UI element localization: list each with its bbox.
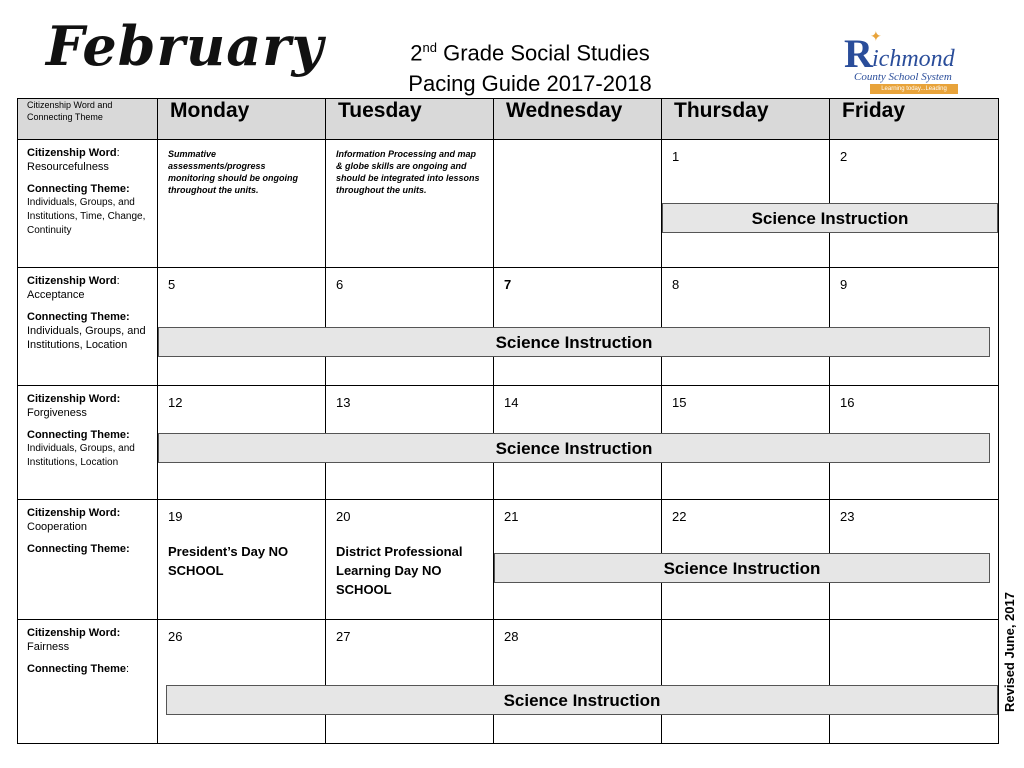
citizenship-word-sep: :	[116, 275, 120, 287]
connecting-theme-sep: :	[126, 663, 130, 675]
day-cell: 12	[158, 386, 326, 500]
day-cell	[830, 620, 999, 744]
citizenship-word-label: Citizenship Word:	[27, 627, 121, 639]
citizenship-word-value: Fairness	[27, 641, 70, 653]
connecting-theme-label: Connecting Theme:	[27, 429, 130, 441]
day-header-thursday: Thursday	[662, 99, 830, 140]
day-header-wednesday: Wednesday	[494, 99, 662, 140]
page-title	[380, 32, 680, 99]
citizenship-word-value: Resourcefulness	[27, 161, 109, 173]
day-cell: 27	[326, 620, 494, 744]
figure-icon: ✦	[870, 28, 882, 44]
logo-tagline: Learning today...Leading	[870, 84, 958, 94]
citizenship-word-value: Forgiveness	[27, 407, 87, 419]
connecting-theme-value: Individuals, Groups, and Institutions, Time, Change, Continuity	[27, 197, 146, 236]
day-cell: 9	[830, 268, 999, 386]
week-row	[18, 620, 999, 744]
calendar-table	[17, 98, 999, 744]
title-subject: Grade Social Studies	[436, 40, 650, 66]
citizenship-word-label: Citizenship Word	[27, 147, 117, 159]
professional-learning-event: District Professional Learning Day NO SCHOOL	[336, 544, 463, 597]
day-cell: 14	[494, 386, 662, 500]
connecting-theme-label: Connecting Theme:	[27, 183, 130, 195]
day-cell: 21	[494, 500, 662, 620]
day-cell: 26	[158, 620, 326, 744]
connecting-theme-value: Individuals, Groups, and Institutions, Location	[27, 325, 146, 351]
logo-initial: R	[844, 31, 873, 76]
day-header-friday: Friday	[830, 99, 999, 140]
day-cell: 15	[662, 386, 830, 500]
day-cell: 28	[494, 620, 662, 744]
day-cell: 6	[326, 268, 494, 386]
citizenship-word-label: Citizenship Word:	[27, 393, 121, 405]
citizenship-word-label: Citizenship Word	[27, 275, 117, 287]
day-number: 20	[336, 509, 351, 524]
day-cell	[326, 140, 494, 268]
science-instruction-banner: Science Instruction	[158, 327, 990, 357]
day-cell: 7	[494, 268, 662, 386]
week-theme-cell	[18, 268, 158, 386]
connecting-theme-label: Connecting Theme	[27, 663, 127, 675]
day-cell: 22	[662, 500, 830, 620]
science-instruction-banner: Science Instruction	[158, 433, 990, 463]
science-instruction-banner: Science Instruction	[166, 685, 998, 715]
month-title: February	[46, 14, 325, 78]
assessment-note: Summative assessments/progress monitoring should be ongoing throughout the units.	[168, 149, 298, 195]
day-cell: 23	[830, 500, 999, 620]
connecting-theme-label: Connecting Theme:	[27, 543, 130, 555]
day-cell: 2	[830, 140, 999, 268]
header-row	[18, 99, 999, 140]
connecting-theme-label: Connecting Theme:	[27, 311, 130, 323]
day-header-monday: Monday	[158, 99, 326, 140]
science-instruction-banner: Science Instruction	[494, 553, 990, 583]
logo-subtitle: County School System	[854, 71, 952, 83]
title-grade-suffix: nd	[422, 40, 437, 55]
title-grade: 2	[410, 40, 423, 66]
citizenship-word-sep: :	[116, 147, 120, 159]
day-cell	[494, 140, 662, 268]
day-cell: 8	[662, 268, 830, 386]
revised-note: Revised June, 2017	[1002, 592, 1017, 712]
science-instruction-banner: Science Instruction	[662, 203, 998, 233]
week-theme-cell	[18, 140, 158, 268]
citizenship-word-value: Cooperation	[27, 521, 87, 533]
presidents-day-event: President’s Day NO SCHOOL	[168, 544, 289, 578]
day-cell	[158, 500, 326, 620]
skills-note: Information Processing and map & globe skills are ongoing and should be integrated into lessons throughout the units.	[336, 149, 480, 195]
week-theme-cell	[18, 386, 158, 500]
day-header-tuesday: Tuesday	[326, 99, 494, 140]
theme-column-header: Citizenship Word and Connecting Theme	[18, 99, 158, 140]
connecting-theme-value: Individuals, Groups, and Institutions, Location	[27, 443, 135, 468]
day-cell: 16	[830, 386, 999, 500]
title-line-1	[380, 32, 680, 68]
day-cell	[662, 620, 830, 744]
day-cell: 5	[158, 268, 326, 386]
day-cell: 1	[662, 140, 830, 268]
day-cell	[158, 140, 326, 268]
citizenship-word-value: Acceptance	[27, 289, 85, 301]
logo-name: ichmond	[872, 46, 955, 72]
day-cell: 13	[326, 386, 494, 500]
day-cell	[326, 500, 494, 620]
citizenship-word-label: Citizenship Word:	[27, 507, 121, 519]
school-logo	[842, 28, 972, 96]
title-line-2: Pacing Guide 2017-2018	[408, 71, 652, 97]
week-theme-cell	[18, 620, 158, 744]
week-theme-cell	[18, 500, 158, 620]
day-number: 19	[168, 509, 183, 524]
